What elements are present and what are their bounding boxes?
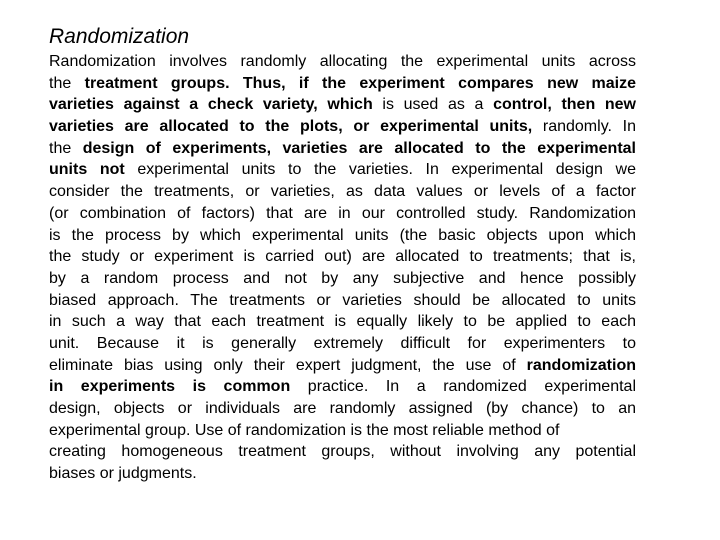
text-run: Randomization involves randomly allocating the experimental units across <box>49 53 636 70</box>
text-run: experimental group. Use of randomization is the most reliable method of <box>49 421 560 439</box>
bold-text-run: varieties against a check variety, which <box>49 96 373 114</box>
paragraph-line <box>49 246 636 268</box>
paragraph-line <box>49 116 636 138</box>
paragraph-line <box>49 311 636 333</box>
paragraph-line <box>49 441 636 463</box>
bold-text-run: units not <box>49 161 125 179</box>
bold-text-run: in experiments is common <box>49 378 291 396</box>
text-run: by a random process and not by any subjective and hence possibly <box>49 269 636 287</box>
text-run: consider the treatments, or varieties, as data values or levels of a factor <box>49 183 636 201</box>
slide-title: Randomization <box>49 25 190 48</box>
paragraph-line <box>49 398 636 420</box>
paragraph-line <box>49 420 636 442</box>
paragraph-line <box>49 51 636 73</box>
text-run: unit. Because it is generally extremely difficult for experimenters to <box>49 334 636 352</box>
paragraph-line <box>49 94 636 116</box>
text-run: biased approach. The treatments or varieties should be allocated to units <box>49 291 636 309</box>
text-run: eliminate bias using only their expert judgment, the use of <box>49 356 527 374</box>
text-run: the study or experiment is carried out) are allocated to treatments; that is, <box>49 248 636 266</box>
body-paragraph <box>49 51 636 485</box>
paragraph-line <box>49 181 636 203</box>
text-run: biases or judgments. <box>49 465 197 483</box>
text-run: randomly. In <box>532 118 637 136</box>
text-run: creating homogeneous treatment groups, without involving any potential <box>49 443 636 461</box>
paragraph-line <box>49 333 636 355</box>
bold-text-run: varieties are allocated to the plots, or experimental units, <box>49 118 533 136</box>
paragraph-line <box>49 203 636 225</box>
text-run: design, objects or individuals are randomly assigned (by chance) to an <box>49 400 636 417</box>
paragraph-line <box>49 225 636 247</box>
paragraph-line <box>49 355 636 377</box>
paragraph-line <box>49 463 636 485</box>
paragraph-line <box>49 73 636 95</box>
text-run: the <box>49 139 83 157</box>
text-run: experimental units to the varieties. In experimental design we <box>124 161 636 179</box>
text-run: (or combination of factors) that are in our controlled study. Randomization <box>49 204 636 222</box>
paragraph-line <box>49 268 636 290</box>
text-run: in such a way that each treatment is equally likely to be applied to each <box>49 313 636 331</box>
text-run: practice. In a randomized experimental <box>290 378 636 396</box>
text-run: the <box>49 74 85 92</box>
text-run: is the process by which experimental units (the basic objects upon which <box>49 226 636 244</box>
paragraph-line <box>49 290 636 312</box>
paragraph-line <box>49 376 636 398</box>
paragraph-line <box>49 138 636 160</box>
paragraph-line <box>49 159 636 181</box>
bold-text-run: treatment groups. Thus, if the experiment compares new maize <box>84 74 637 92</box>
text-run: is used as a <box>372 96 494 114</box>
bold-text-run: control, then new <box>493 96 636 114</box>
bold-text-run: randomization <box>526 356 636 374</box>
bold-text-run: design of experiments, varieties are allocated to the experimental <box>82 139 636 157</box>
